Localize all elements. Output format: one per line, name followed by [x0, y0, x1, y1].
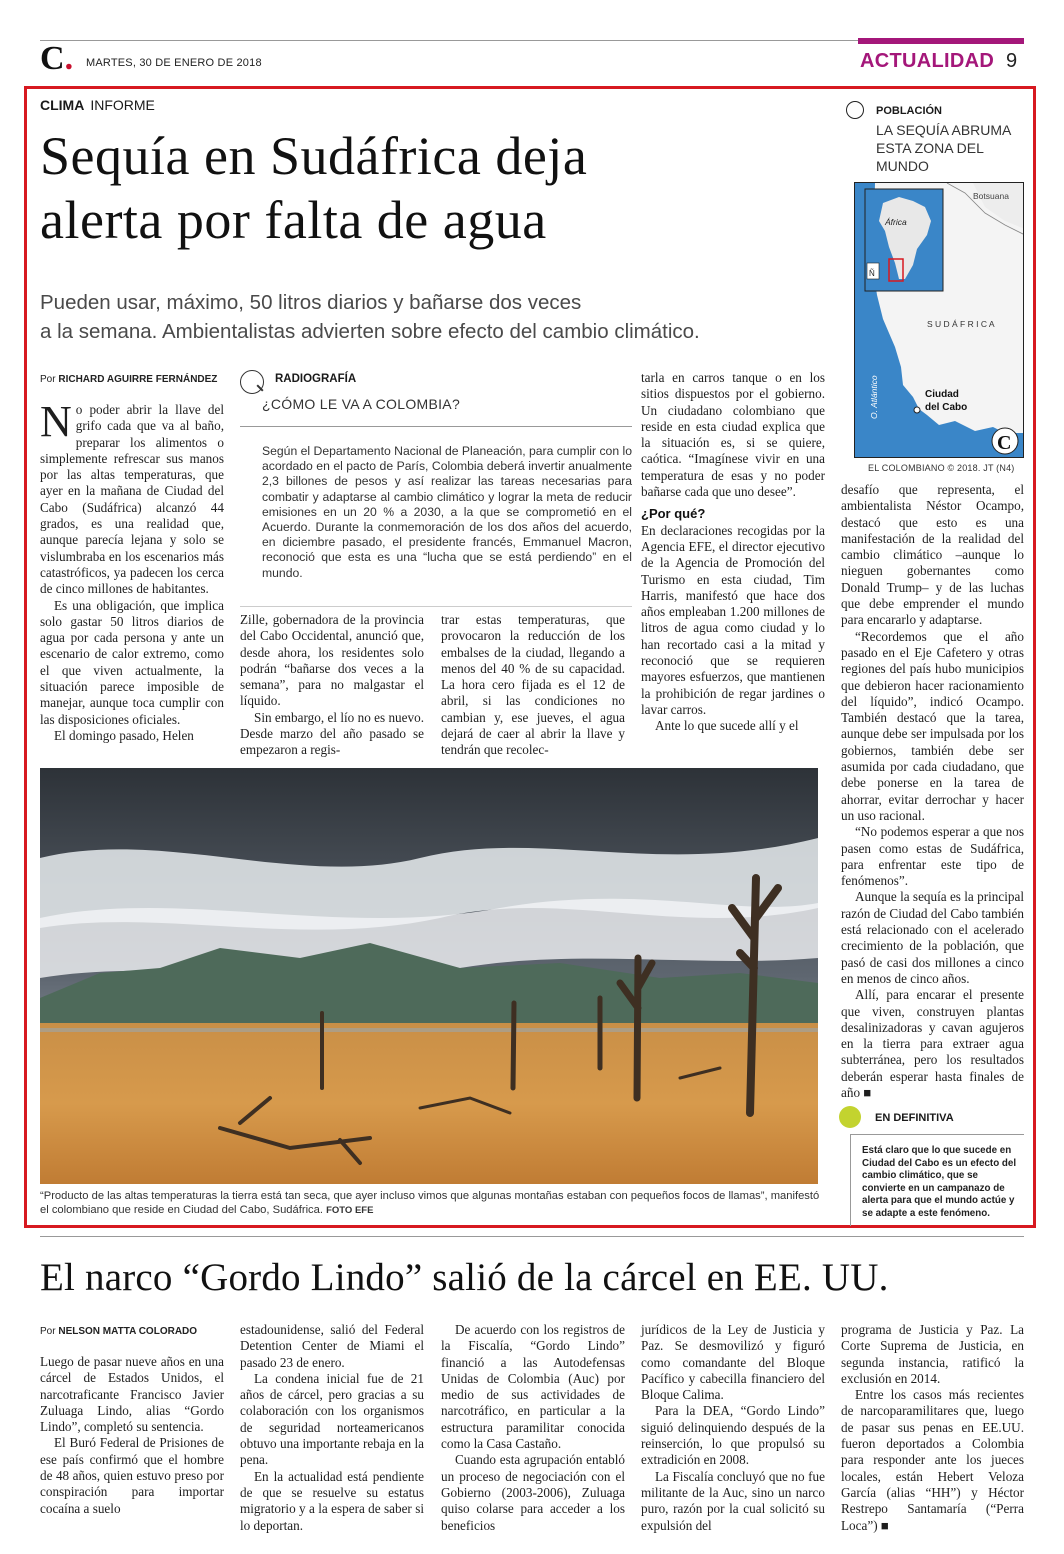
radiografia-body: Según el Departamento Nacional de Planeación, para cumplir con lo acordado en el pacto de París, Colombia deberá invertir anualmente 2,3 billones de pesos y así realizar las tareas necesarias para combatir y adaptarse al cambio climático y lograr la meta de reducir emisiones en un 20 % a 2030, a la que se comprometió en el Acuerdo. Durante la conmemoración de los dos años del acuerdo, en diciembre pasado, el presidente francés, Emmanuel Macron, reconoció que esta es una “lucha que se está perdiendo” en el mundo.	[262, 444, 632, 580]
photo-credit: FOTO EFE	[326, 1205, 374, 1216]
article2-column-5: programa de Justicia y Paz. La Corte Suprema de Justicia, en segunda instancia, ratificó la exclusión en 2014. Entre los casos más recientes de narcoparamilitares que, luego de pasar sus penas en EE.UU. fueron deportados a Colombia para responder ante los jueces locales, están Hebert Veloza García (alias “HH”) y Héctor Restrepo Santamaría (“Perra Loca”) ■	[841, 1322, 1024, 1533]
article2-headline: El narco “Gordo Lindo” salió de la cárcel en EE. UU.	[40, 1256, 889, 1299]
photo-caption: “Producto de las altas temperaturas la tierra está tan seca, que ayer incluso vimos que algunas montañas estaban con pequeños focos de llamas”, manifestó el colombiano que reside en Ciudad del Cabo, Sudáfrica. FOTO EFE	[40, 1190, 820, 1216]
compass-icon	[846, 101, 864, 119]
magnifier-icon	[240, 370, 264, 394]
map-module-description: LA SEQUÍA ABRUMA ESTA ZONA DEL MUNDO	[876, 122, 1011, 174]
map-label-sudafrica: S U D Á F R I C A	[927, 319, 995, 329]
radiografia-rule	[240, 426, 632, 427]
en-definitiva-title: EN DEFINITIVA	[875, 1112, 954, 1124]
radiografia-question: ¿CÓMO LE VA A COLOMBIA?	[262, 396, 461, 412]
page-number: 9	[1006, 50, 1018, 72]
article2-column-1: Luego de pasar nueve años en una cárcel de Estados Unidos, el narcotraficante Francisco Javier Zuluaga Lindo, alias “Gordo Lindo”, completó su sentencia. El Buró Federal de Prisiones de ese país confirmó que el hombre de 48 años, quien estuvo preso por conspiración para importar cocaína a suelo	[40, 1354, 224, 1516]
cape-town-locator-map	[854, 182, 1024, 458]
map-credit: EL COLOMBIANO © 2018. JT (N4)	[868, 463, 1015, 473]
article-column-3: trar estas temperaturas, que provocaron la reducción de los embalses de la ciudad, llegando a menos del 40 % de su capacidad. La hora cero fijada es el 12 de abril, si las condiciones no cambian y, ese jueves, el agua dejará de caer al abrir la llave y tendrán que recolec-	[441, 612, 625, 758]
map-label-city-2: del Cabo	[925, 402, 968, 413]
drought-photo	[40, 768, 818, 1184]
article-byline: Por RICHARD AGUIRRE FERNÁNDEZ	[40, 374, 218, 385]
article-column-2: Zille, gobernadora de la provincia del Cabo Occidental, anunció que, desde ahora, los residentes solo podrán “bañarse dos veces a la semana”, para no malgastar el líquido. Sin embargo, el lío no es nuevo. Desde marzo del año pasado se empezaron a regis-	[240, 612, 424, 758]
map-graphic	[855, 183, 1024, 458]
map-label-africa: África	[885, 217, 907, 227]
article2-rule	[40, 1236, 1024, 1237]
map-label-city-1: Ciudad	[925, 389, 959, 400]
article2-byline: Por NELSON MATTA COLORADO	[40, 1326, 198, 1337]
map-label-ocean: O. Atlántico	[869, 375, 879, 419]
en-definitiva-body: Está claro que lo que sucede en Ciudad del Cabo es un efecto del cambio climático, que se convierte en un campanazo de alerta para que el mundo actúe y se adapte a este fenómeno.	[862, 1145, 1017, 1219]
map-label-n: Ñ	[869, 269, 875, 278]
kicker-type: INFORME	[90, 97, 155, 113]
article-column-4: tarla en carros tanque o en los sitios dispuestos por el gobierno. Un ciudadano colombiano que reside en esta ciudad explica que la situación es, si se quiere, caótica. “Imagínese vivir en una temperatura de esas y no poder bañarse cada que uno desee”. ¿Por qué? En declaraciones recogidas por la Agencia EFE, el director ejecutivo de la Agencia de Promoción del Turismo en esta ciudad, Tim Harris, manifestó que hace dos años empleaban 1.200 millones de litros de agua como ciudad y lo han recortado casi a la mitad y reconoció que se requieren mayores esfuerzos, que mantienen la prohibición de regar jardines o lavar carros. Ante lo que sucede allí y el	[641, 370, 825, 734]
kicker-section: CLIMA	[40, 97, 85, 113]
newspaper-logo: C.	[40, 40, 74, 77]
issue-date: MARTES, 30 DE ENERO DE 2018	[86, 57, 262, 69]
subhead-por-que: ¿Por qué?	[641, 506, 706, 522]
radiografia-title: RADIOGRAFÍA	[275, 373, 357, 385]
section-name: ACTUALIDAD	[860, 50, 995, 72]
article-column-1: No poder abrir la llave del grifo cada que va al baño, preparar los alimentos o simplemente refrescar sus manos por las altas temperaturas, que ayer en la mañana de Ciudad del Cabo (Sudáfrica) alcanzó 44 grados, es una realidad que, aunque parecía lejana y solo se vislumbraba en los escenarios más catastróficos, ya padecen los cerca de cinco millones de habitantes. Es una obligación, que implica solo gastar 50 litros diarios de agua por cada persona y ante un escenario de calor extremo, como el que viven actualmente, la situación parece imposible de manejar, aunque toca cumplir con las disposiciones oficiales. El domingo pasado, Helen	[40, 397, 224, 743]
map-label-botsuana: Botsuana	[973, 191, 1009, 201]
section-color-bar	[858, 38, 1024, 44]
photo-graphic	[40, 768, 818, 1184]
article2-column-3: De acuerdo con los registros de la Fiscalía, “Gordo Lindo” financió a las Autodefensas Unidas de Colombia (Auc) por medio de sus actividades de narcotráfico, en particular a la estructura paramilitar conocida como la Casa Castaño. Cuando esta agrupación entabló un proceso de negociación con el Gobierno (2003-2006), Zuluaga quiso colarse para acceder a los beneficios	[441, 1322, 625, 1533]
article2-column-4: jurídicos de la Ley de Justicia y Paz. Se desmovilizó y figuró como comandante del Bloque Pacífico y cabecilla financiero del Bloque Calima. Para la DEA, “Gordo Lindo” siguió delinquiendo después de la reinserción, lo que propulsó su extradición en 2008. La Fiscalía concluyó que no fue militante de la Auc, sino un narco puro, razón por la cual solicitó su expulsión del	[641, 1322, 825, 1533]
map-module-label: POBLACIÓN	[876, 105, 942, 117]
article-deck: Pueden usar, máximo, 50 litros diarios y bañarse dos veces a la semana. Ambientalistas advierten sobre efecto del cambio climático.	[40, 291, 700, 343]
map-logo: C	[997, 432, 1012, 454]
article-kicker	[40, 97, 155, 113]
radiografia-bottom-rule	[240, 606, 632, 607]
article-headline: Sequía en Sudáfrica deja alerta por falta de agua	[40, 126, 588, 250]
article2-column-2: estadounidense, salió del Federal Detention Center de Miami el pasado 23 de enero. La condena inicial fue de 21 años de cárcel, pero gracias a su colaboración con los organismos de seguridad norteamericanos obtuvo una importante rebaja en la pena. En la actualidad está pendiente de que se resuelve su estatus migratorio y a la espera de saber si lo deportan.	[240, 1322, 424, 1533]
article-column-5: desafío que representa, el ambientalista Néstor Ocampo, destacó que esto es una manifestación de la realidad del cambio climático –aunque lo nieguen gobernantes como Donald Trump– y de las luchas que debe emprender el mundo para encararlo y adaptarse. “Recordemos que el año pasado en el Eje Cafetero y otras regiones del país hubo municipios que debieron hacer racionamiento del líquido”, indicó Ocampo. También destacó que la tarea, aunque debe ser impulsada por los gobiernos, también debe ser asumida por cada ciudadano, que debe ponerse en la tarea de ahorrar, evitar derrochar y hacer un uso racional. “No podemos esperar a que nos pasen como estas de Sudáfrica, para enfrentar este tipo de fenómenos”. Aunque la sequía es la principal razón de Ciudad del Cabo también está relacionado con el acelerado crecimiento de la población, que pasó de casi dos millones a cinco en menos de cinco años. Allí, para encarar el presente que viven, construyen plantas desalinizadoras y cavan agujeros en la tierra para extraer agua subterránea, pero los resultados deberán esperar hasta finales de año ■	[841, 482, 1024, 1100]
drop-cap: N	[40, 397, 72, 446]
arrows-icon	[839, 1106, 861, 1128]
